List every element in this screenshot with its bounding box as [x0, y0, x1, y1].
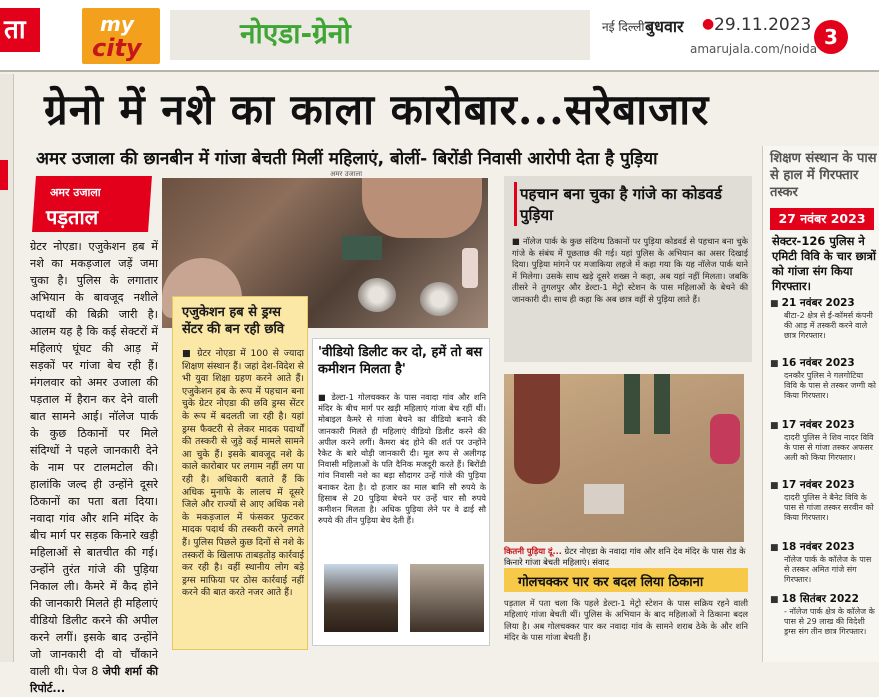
badge-bottom-label: पड़ताल: [46, 205, 99, 229]
left-column-story: [30, 238, 158, 695]
photo-packet: [342, 236, 382, 260]
quote-body: ■ डेल्टा-1 गोलचक्कर के पास नवादा गांव और शनि मंदिर के बीच मार्ग पर खड़ी महिलाएं गांजा बेच रहीं थीं। मोबाइल कैमरे से गांजा बेचने का वीडियो बनाने की जानकारी मिलते ही महिलाएं वीडियो डिलीट करने की अपील करने लगीं। कैमरा बंद होने की शर्त पर उन्होंने रैकेट के बारे थोड़ी जानकारी दी। मूल रूप से अलीगढ़ निवासी महिलाओं के पति दैनिक मजदूरी करते हैं। बिरोंडी गांव निवासी नशे का बड़ा सौदागर उन्हें गांजे की पुड़िया बनाकर देता है। दो हजार का माल बानि सौ रुपये के हिसाब से 20 पुड़िया बेचने पर उन्हें चार सौ रुपये कमीशन मिलता है। अधिक पुड़िया लेने पर वे ढाई सौ रुपये की तीन पुड़िया बेच देती हैं।: [318, 392, 486, 526]
sidebar-item-text: नॉलेज पार्क के कॉलेज के पास से तस्कर अमित गांजे संग गिरफ्तार।: [784, 555, 872, 585]
photo-hand: [362, 178, 482, 238]
subheadline: अमर उजाला की छानबीन में गांजा बेचती मिलीं महिलाएं, बोलीं- बिरोंडी निवासी आरोपी देता है पुड़िया: [36, 149, 658, 169]
sidebar-item-date: ■ 17 नवंबर 2023: [770, 418, 876, 433]
bottom-story-title: गोलचक्कर पार कर बदल लिया ठिकाना: [518, 575, 704, 590]
photo-bottle: [462, 248, 478, 288]
section-band: [170, 10, 590, 60]
headline: ग्रेनो में नशे का काला कारोबार...सरेबाजार: [44, 85, 710, 134]
photo-can: [358, 278, 396, 312]
reporter-signature: जेपी शर्मा की रिपोर्ट...: [30, 665, 158, 695]
sidebar-item-date: ■ 16 नवंबर 2023: [770, 356, 876, 371]
sidebar-item: [770, 540, 876, 586]
photo-child: [710, 414, 740, 464]
left-column-body: ग्रेटर नोएडा। एजुकेशन हब में नशे का मकड़जाल जड़ें जमा चुका है। पुलिस के लगातार अभियान के बावजूद नशीले पदार्थों की बिक्री जारी है। आलम यह है कि कई सेक्टरों में महिलाएं घूंघट की आड़ में सड़कों पर गांजा बेच रही हैं। मंगलवार को अमर उजाला की पड़ताल में हैरान कर देने वाली बात सामने आई। नॉलेज पार्क के कुछ ठिकानों पर मिले संदिग्धों ने पहले जानकारी देने के नाम पर टालमटोल की। हालांकि जल्द ही उन्होंने दूसरे ठिकानों का पता बता दिया। नवादा गांव और शनि मंदिर के बीच मार्ग पर सड़क किनारे खड़ी महिलाओं से बातचीत की गई। उन्होंने तुरंत गांजे की पुड़िया निकाल ली। कैमरे में कैद होने की जानकारी मिलते ही महिलाएं वीडियो डिलीट करने की अपील करने लगीं। इसके बाद उन्होंने जो जानकारी दी वो चौंकाने वाली थी। पेज 8: [30, 240, 158, 678]
sidebar-item-text: दनकौर पुलिस ने गलगोटिया विवि के पास से तस्कर जग्गी को किया गिरफ्तार।: [784, 371, 876, 401]
previous-page-strip: [0, 74, 14, 662]
bottom-story-body: पड़ताल में पता चला कि पहले डेल्टा-1 मेट्रो स्टेशन के पास सक्रिय रहने वाली महिलाएं गांजा बेचती थीं। पुलिस के अभियान के बाद महिलाओं ने ठिकाना बदल लिया है। अब गोलचक्कर पार कर नवादा गांव के सामने शराब ठेके के और शनि मंदिर के पास गांजा बेचती हैं।: [504, 598, 748, 643]
sidebar-item-text: दादरी पुलिस ने शिव नादर विवि के पास से गांजा तस्कर अफसर अली को किया गिरफ्तार।: [784, 433, 874, 463]
photo-women-roadside: [504, 374, 744, 542]
sidebar-item-date: ■ 18 सितंबर 2022: [770, 592, 876, 607]
photo-caption: [504, 546, 748, 568]
sidebar-item-date: ■ 17 नवंबर 2023: [770, 478, 876, 493]
site-url: amarujala.com/noida: [690, 42, 818, 56]
sidebar-item-text: दादरी पुलिस ने बैनेट विवि के पास से गांजा तस्कर सरवीन को किया गिरफ्तार।: [784, 493, 874, 523]
photo-can: [420, 282, 458, 316]
logo-city: city: [92, 34, 142, 62]
sidebar-item: [770, 356, 876, 402]
codeword-body: ■ नॉलेज पार्क के कुछ संदिग्ध ठिकानों पर पुड़िया कोडवर्ड से पहचान बना चुके गांजे के संबंध में पूछताछ की गई। यहां पुलिस के अभियान का असर दिखाई दिया। पुड़िया मांगने पर मजाकिया लहजे में कहा गया कि यह नॉलेज पार्क थाने में मिलेगा। उसके साथ खड़े दूसरे शख्स ने कहा, अब यहां नहीं मिलता। जबकि तीसरे ने तुगलपुर और डेल्टा-1 मेट्रो स्टेशन के पास महिलाओं के बेचने की जानकारी दी। साथ ही कहा कि अब छात्र वहीं से पुड़िया लाते हैं।: [512, 236, 748, 304]
codeword-marker: [514, 182, 517, 226]
sidebar-date-badge: 27 नवंबर 2023: [770, 208, 874, 230]
edge-tab: ता: [0, 8, 40, 52]
caption-text: ग्रेटर नोएडा के नवादा गांव और शनि देव मंदिर के पास रोड के किनारे गांजा बेचती महिलाएं।: [504, 546, 746, 567]
dateline-day: बुधवार: [645, 17, 684, 36]
sidebar-item: [770, 478, 876, 524]
page-number: 3: [814, 20, 848, 54]
dateline-date: 29.11.2023: [714, 15, 812, 35]
dateline-dot-icon: ●: [702, 16, 715, 32]
dateline-city: नई दिल्ली: [602, 20, 645, 34]
photo-credit: अमर उजाला: [330, 170, 363, 178]
codeword-title: पहचान बना चुका है गांजे का कोडवर्ड पुड़िया: [520, 185, 722, 224]
photo-ganja-packet-2: [408, 562, 486, 634]
sidebar-item: [770, 296, 876, 342]
photo-leg: [624, 374, 640, 434]
sidebar-item: [770, 592, 876, 638]
sidebar-item-text: बीटा-2 क्षेत्र से ई-कॉमर्स कंपनी की आड़ में तस्करी करने वाले छात्र गिरफ्तार।: [784, 311, 873, 341]
photo-saree: [514, 374, 560, 484]
sidebar-item: [770, 418, 876, 464]
sidebar-item-date: ■ 18 नवंबर 2023: [770, 540, 876, 555]
sidebar-item-date: ■ 21 नवंबर 2023: [770, 296, 876, 311]
sidebar-title: शिक्षण संस्थान के पास से हाल में गिरफ्तार तस्कर: [770, 151, 877, 200]
quote-title: 'वीडियो डिलीट कर दो, हमें तो बस कमीशन मिलता है': [318, 345, 483, 377]
sidebar-lead: सेक्टर-126 पुलिस ने एमिटी विवि के चार छात्रों को गांजा संग किया गिरफ्तार।: [772, 234, 876, 293]
sidebox-title: एजुकेशन हब से ड्रग्स सेंटर की बन रही छवि: [182, 305, 285, 337]
logo-my: my: [100, 12, 134, 36]
mycity-logo: [82, 8, 160, 64]
sidebar-item-text: - नॉलेज पार्क क्षेत्र के कॉलेज के पास से 29 लाख की विदेशी ड्रग्स संग तीन छात्र गिरफ्तार।: [784, 607, 875, 637]
section-title: नोएडा-ग्रेनो: [240, 17, 351, 50]
strip-marker: [0, 160, 8, 190]
badge-top-label: अमर उजाला: [50, 186, 101, 199]
sidebox-body: ■ ग्रेटर नोएडा में 100 से ज्यादा शिक्षण संस्थान हैं। जहां देश-विदेश से भी युवा शिक्षा ग्रहण करने आते हैं। एजुकेशन हब के रूप में पहचान बना चुके ग्रेटर नोएडा की छवि ड्रग्स सेंटर के रूप में बदलती जा रही है। यहां ड्रग्स फैक्टरी से लेकर मादक पदार्थों की तस्करी से जुड़े कई मामले सामने आ चुके हैं। इसके बावजूद नशे के काले कारोबार पर लगाम नहीं लग पा रही है। अधिकारी बताते हैं कि अधिक मुनाफे के लालच में दूसरे जिले और राज्यों से आए अधिक नशे के मकड़जाल में फंसकर फुटकर मादक पदार्थ की तस्करी करने लगते हैं। पुलिस पिछले कुछ दिनों से नशे के तस्करों के खिलाफ ताबड़तोड़ कार्रवाई कर रही है। वहीं स्थानीय लोग बड़े ड्रग्स माफिया पर ठोस कार्रवाई नहीं करने की बात करते नजर आते हैं।: [182, 348, 304, 599]
caption-highlight: कितनी पुड़िया दूं...: [504, 546, 562, 556]
caption-credit: संवाद: [592, 557, 610, 567]
photo-leg: [654, 374, 670, 434]
photo-ganja-packet-1: [322, 562, 400, 634]
photo-packet: [584, 484, 624, 514]
